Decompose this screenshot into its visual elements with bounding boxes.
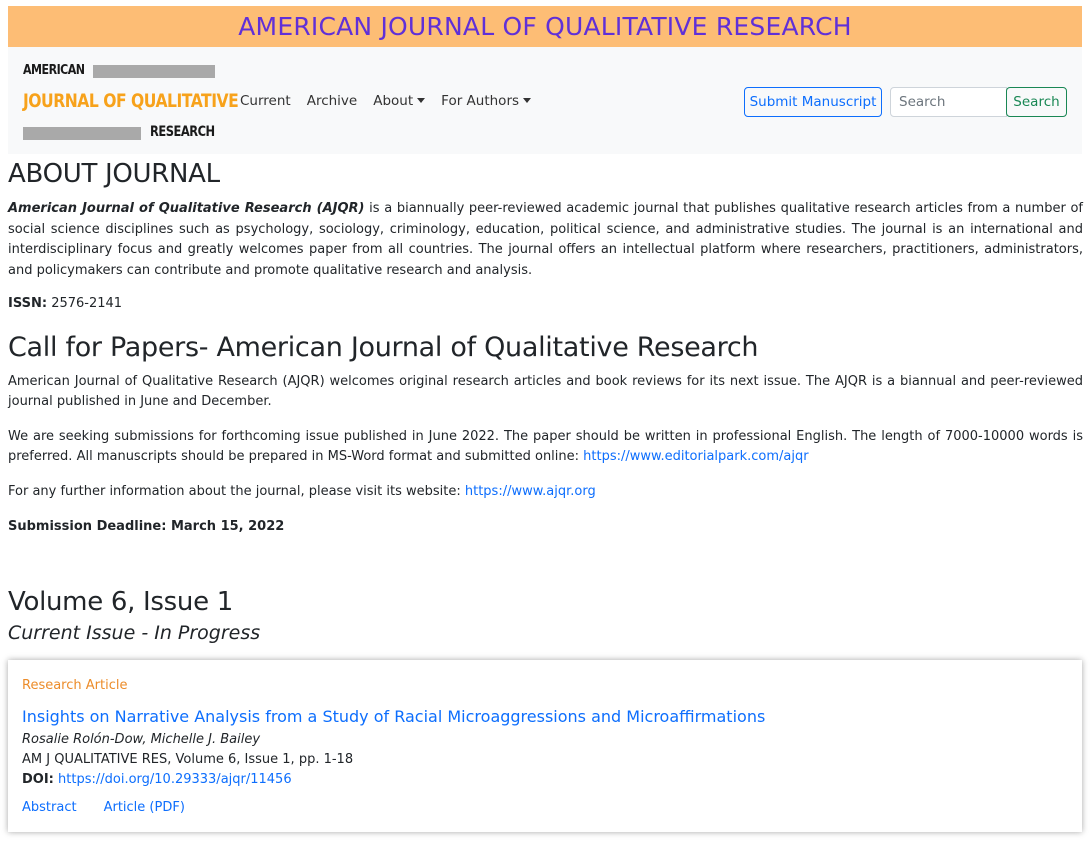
cfp-paragraph-3 (8, 482, 1083, 503)
issue-title: Volume 6, Issue 1 (8, 586, 233, 617)
issue-status: Current Issue - In Progress (8, 621, 261, 644)
nav-menu (240, 93, 547, 109)
main-content (8, 154, 1083, 645)
journal-name: American Journal of Qualitative Research (AJQR) (8, 201, 365, 216)
search-button[interactable]: Search (1006, 87, 1067, 117)
issn-line (8, 294, 1083, 315)
abstract-link[interactable]: Abstract (22, 800, 77, 815)
doi-label: DOI: (22, 772, 54, 787)
logo-line-1: AMERICAN (23, 63, 85, 78)
nav-item-for-authors-label: For Authors (441, 93, 520, 109)
article-doi (22, 772, 292, 787)
cfp-paragraph-1: American Journal of Qualitative Research (AJQR) welcomes original research articles and book reviews for its next issue. The AJQR is a biannual and peer-reviewed journal published in June and December. (8, 373, 1083, 409)
issn-value: 2576-2141 (47, 296, 123, 311)
about-heading: ABOUT JOURNAL (8, 159, 220, 189)
nav-item-archive[interactable]: Archive (306, 93, 358, 109)
navbar (8, 47, 1082, 154)
submit-manuscript-button[interactable]: Submit Manuscript (744, 87, 882, 117)
nav-item-current[interactable]: Current (240, 93, 291, 109)
editorialpark-link[interactable]: https://www.editorialpark.com/ajqr (583, 449, 809, 464)
article-pdf-link[interactable]: Article (PDF) (103, 800, 185, 815)
nav-item-about[interactable] (373, 93, 425, 109)
article-category: Research Article (22, 678, 128, 693)
nav-item-about-label: About (373, 93, 414, 109)
article-title-link[interactable]: Insights on Narrative Analysis from a Study of Racial Microaggressions and Microaffirmations (22, 707, 766, 726)
caret-down-icon (417, 98, 425, 103)
about-paragraph (8, 199, 1083, 281)
banner-title: AMERICAN JOURNAL OF QUALITATIVE RESEARCH (238, 12, 852, 41)
about-body: is a biannually peer-reviewed academic journal that publishes qualitative research articles from a number of social science disciplines such as psychology, sociology, criminology, education, political science, and administrative studies. The journal is an international and interdisciplinary focus and greatly welcomes paper from all countries. The journal offers an intellectual platform where researchers, practitioners, administrators, and policymakers can contribute and promote qualitative research and analysis. (8, 201, 1083, 278)
top-banner (8, 6, 1082, 47)
cfp-paragraph-3-text: For any further information about the journal, please visit its website: (8, 483, 465, 499)
doi-link[interactable]: https://doi.org/10.29333/ajqr/11456 (58, 772, 292, 787)
cfp-paragraph-2-text: We are seeking submissions for forthcoming issue published in June 2022. The paper should be written in professional English. The length of 7000-10000 words is preferred. All manuscripts should be prepared in MS-Word format and submitted online: (8, 428, 1083, 464)
article-links (22, 800, 212, 815)
cfp-paragraph-2 (8, 427, 1083, 468)
call-for-papers-heading: Call for Papers- American Journal of Qualitative Research (8, 331, 759, 363)
issn-label: ISSN: (8, 296, 48, 311)
journal-logo[interactable] (23, 61, 239, 141)
logo-bar-bottom (23, 127, 141, 140)
article-card (8, 660, 1082, 832)
logo-bar-top (93, 65, 215, 78)
caret-down-icon (523, 98, 531, 103)
article-authors: Rosalie Rolón-Dow, Michelle J. Bailey (22, 732, 261, 747)
logo-line-2: JOURNAL OF QUALITATIVE (23, 90, 239, 112)
logo-line-3: RESEARCH (150, 124, 215, 140)
submission-deadline: Submission Deadline: March 15, 2022 (8, 519, 285, 534)
website-link[interactable]: https://www.ajqr.org (464, 483, 596, 499)
nav-item-for-authors[interactable] (441, 93, 531, 109)
search-input[interactable] (890, 87, 1007, 117)
article-citation: AM J QUALITATIVE RES, Volume 6, Issue 1, pp. 1-18 (22, 752, 354, 767)
